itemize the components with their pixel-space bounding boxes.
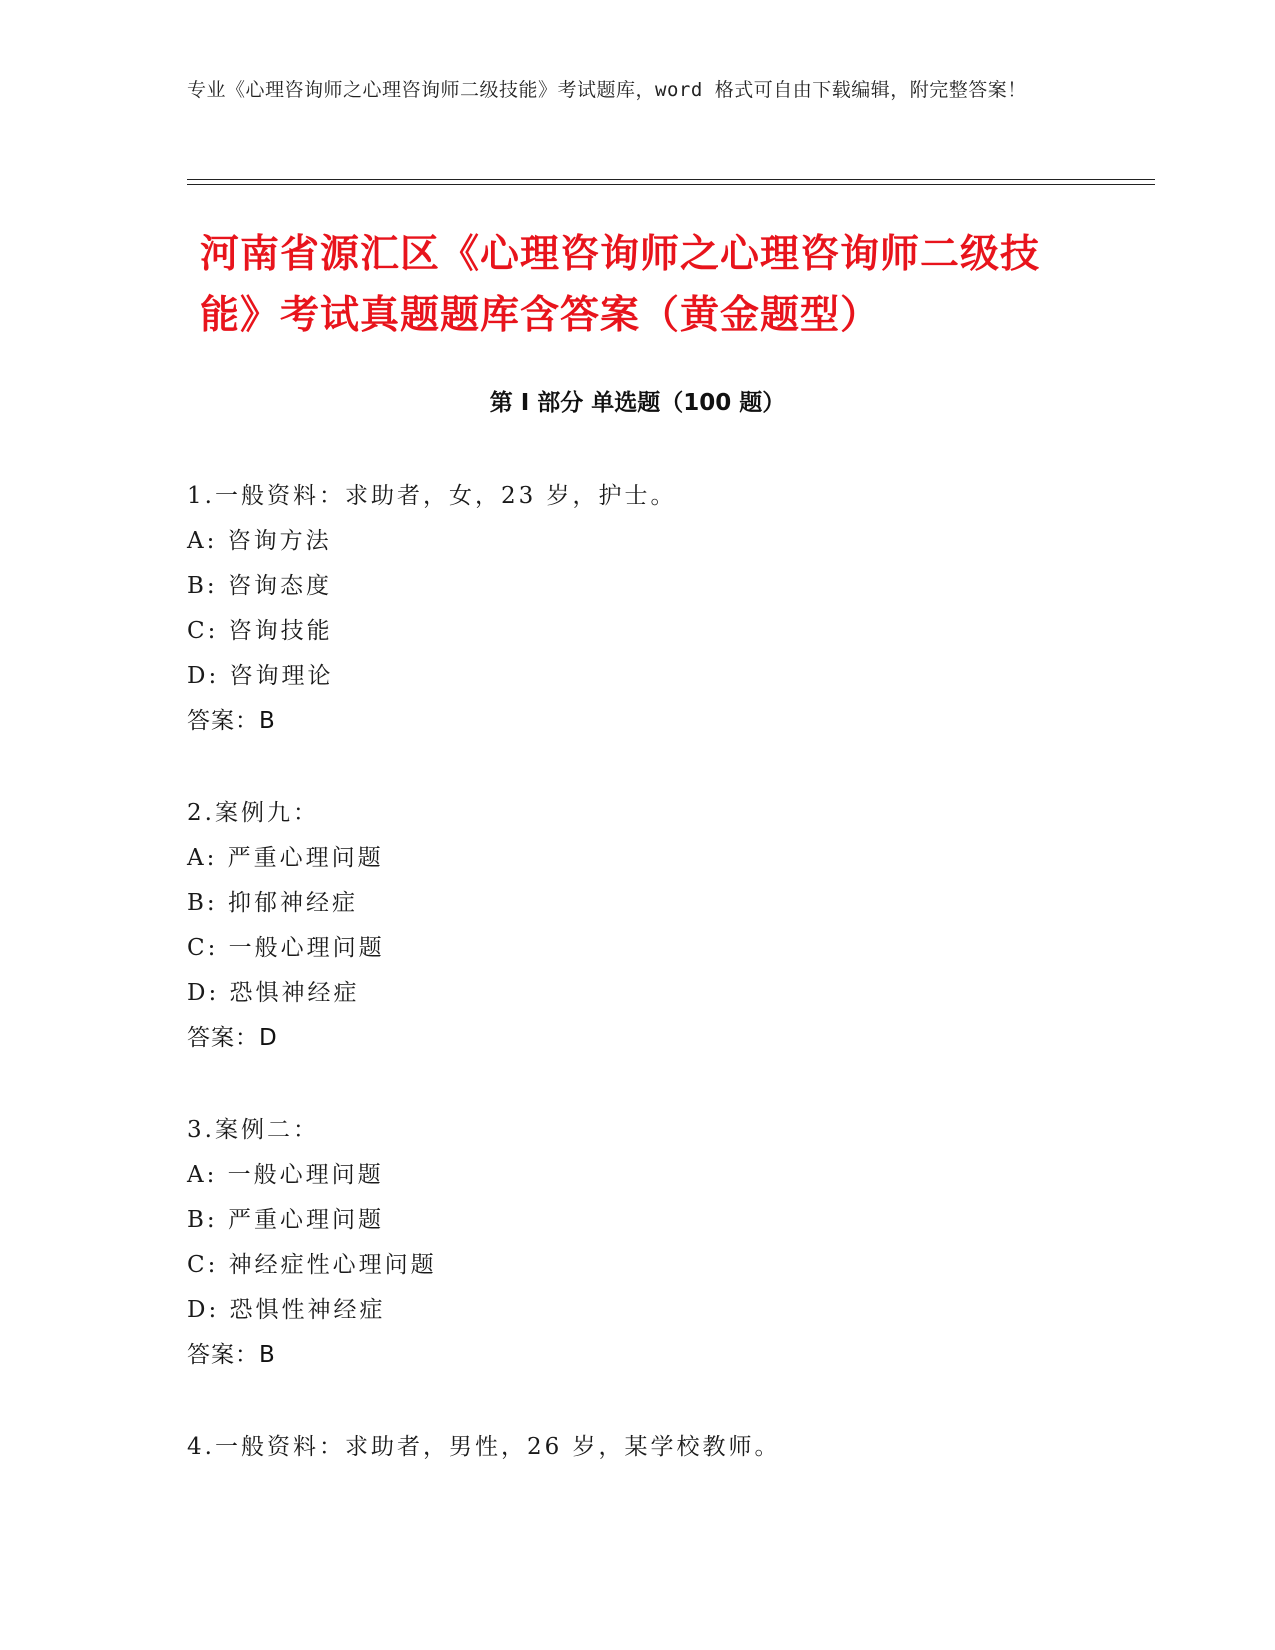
option-c: C: 咨询技能 bbox=[187, 618, 333, 644]
header-note: 专业《心理咨询师之心理咨询师二级技能》考试题库，word 格式可自由下载编辑，附完整答案！ bbox=[187, 79, 1027, 101]
document-title: 河南省源汇区《心理咨询师之心理咨询师二级技能》考试真题题库含答案（黄金题型） bbox=[200, 232, 1041, 338]
question-4 bbox=[187, 1425, 1087, 1470]
question-3 bbox=[187, 1108, 1087, 1378]
option-c: C: 神经症性心理问题 bbox=[187, 1252, 437, 1278]
answer-line: 答案：B bbox=[187, 1342, 276, 1368]
answer-line: 答案：B bbox=[187, 708, 276, 734]
option-d: D: 咨询理论 bbox=[187, 663, 334, 689]
section-heading: 第 I 部分 单选题（100 题） bbox=[489, 390, 786, 416]
option-b: B: 咨询态度 bbox=[187, 573, 332, 599]
question-2 bbox=[187, 791, 1087, 1061]
question-stem: 1.一般资料：求助者，女，23 岁，护士。 bbox=[187, 483, 677, 509]
option-d: D: 恐惧性神经症 bbox=[187, 1297, 386, 1323]
header-divider-bottom bbox=[187, 184, 1155, 185]
header-divider-top bbox=[187, 179, 1155, 180]
option-c: C: 一般心理问题 bbox=[187, 935, 385, 961]
option-b: B: 抑郁神经症 bbox=[187, 890, 358, 916]
question-1 bbox=[187, 474, 1087, 744]
option-a: A: 咨询方法 bbox=[187, 528, 332, 554]
question-stem: 3.案例二： bbox=[187, 1117, 319, 1143]
option-a: A: 严重心理问题 bbox=[187, 845, 384, 871]
question-list bbox=[187, 474, 1087, 1517]
answer-line: 答案：D bbox=[187, 1025, 278, 1051]
option-d: D: 恐惧神经症 bbox=[187, 980, 360, 1006]
question-stem: 2.案例九： bbox=[187, 800, 319, 826]
option-a: A: 一般心理问题 bbox=[187, 1162, 384, 1188]
option-b: B: 严重心理问题 bbox=[187, 1207, 384, 1233]
question-stem: 4.一般资料：求助者，男性，26 岁，某学校教师。 bbox=[187, 1434, 781, 1460]
